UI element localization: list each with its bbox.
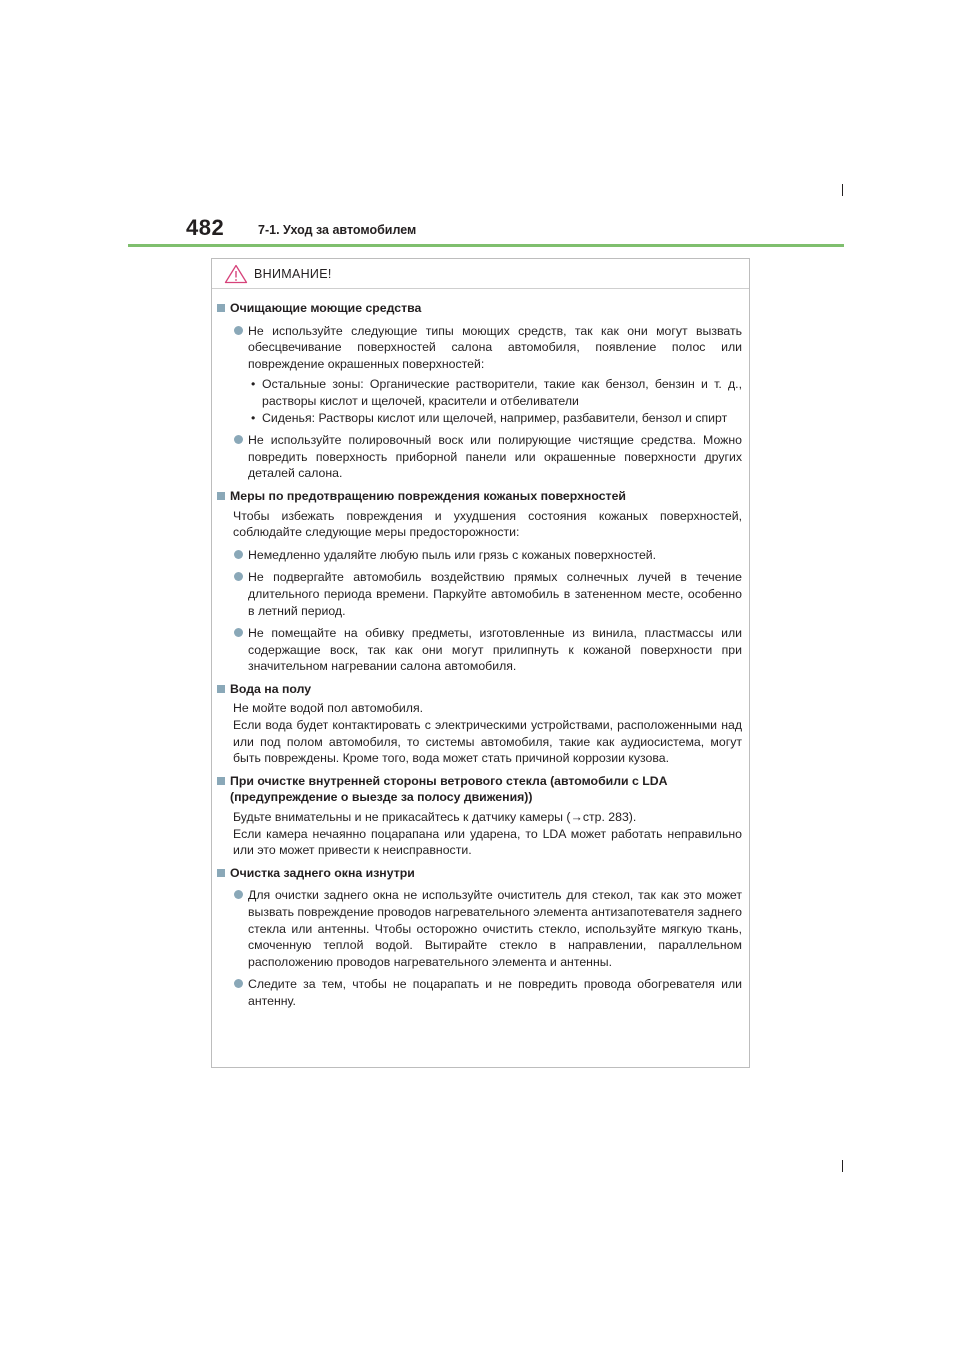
list-item: Не помещайте на обивку предметы, изготовленные из винила, пластмассы или содержащие воск, так как они могут прилипнуть к кожаной поверхности при значительном нагревании салона автомобиля. [217,625,742,675]
section-heading: При очистке внутренней стороны ветрового стекла (автомобили с LDA (предупреждение о выезде за полосу движения)) [217,773,742,806]
circle-bullet-icon [234,572,243,581]
square-bullet-icon [217,685,225,693]
list-item: Не используйте полировочный воск или полирующие чистящие средства. Можно повредить поверхность приборной панели или окрашенные поверхности других деталей салона. [217,432,742,482]
paragraph: Будьте внимательны и не прикасайтесь к датчику камеры (→стр. 283). Если камера нечаянно поцарапана или ударена, то LDA может работать неправильно или это может привести к неисправности. [233,810,742,858]
circle-bullet-icon [234,435,243,444]
list-item: Не подвергайте автомобиль воздействию прямых солнечных лучей в течение длительного периода времени. Паркуйте автомобиль в затененном месте, особенно в летний период. [217,569,742,619]
sub-list [217,376,742,426]
circle-bullet-icon [234,550,243,559]
square-bullet-icon [217,492,225,500]
circle-bullet-icon [234,628,243,637]
circle-bullet-icon [234,326,243,335]
square-bullet-icon [217,869,225,877]
list-item: Немедленно удаляйте любую пыль или грязь с кожаных поверхностей. [217,547,742,564]
sub-list-item: • Сиденья: Растворы кислот или щелочей, например, разбавители, бензол и спирт [251,410,728,425]
circle-bullet-icon [234,890,243,899]
caution-body [212,289,749,1010]
section-heading: Вода на полу [217,681,742,698]
list-item: Следите за тем, чтобы не поцарапать и не повредить провода обогревателя или антенну. [217,976,742,1009]
paragraph: Не мойте водой пол автомобиля. Если вода будет контактировать с электрическими устройствами, расположенными над или под полом автомобиля, то системы автомобиля, такие как аудиосистема, могут быть повреждены. Кроме того, вода может стать причиной коррозии кузова. [233,701,742,766]
section-title: 7-1. Уход за автомобилем [258,223,417,237]
caution-header [212,259,749,289]
square-bullet-icon [217,304,225,312]
square-bullet-icon [217,777,225,785]
crop-mark-bottom [842,1160,843,1172]
paragraph: Чтобы избежать повреждения и ухудшения состояния кожаных поверхностей, соблюдайте следующие меры предосторожности: [233,508,742,540]
section-heading: Очищающие моющие средства [217,300,742,317]
sub-list-item: • Остальные зоны: Органические растворители, такие как бензол, бензин и т. д., растворы кислот и щелочей, красители и отбеливатели [251,377,742,408]
caution-title: ВНИМАНИЕ! [254,266,332,281]
header-divider [128,244,844,247]
section-heading: Меры по предотвращению повреждения кожаных поверхностей [217,488,742,505]
list-item: Для очистки заднего окна не используйте очиститель для стекол, так как это может вызвать повреждение проводов нагревательного элемента антизапотевателя заднего стекла или антенны. Чтобы осторожно очистить стекло, используйте мягкую ткань, смоченную теплой водой. Вытирайте стекло в направлении, параллельном расположению проводов нагревательного элемента и антенны. [217,887,742,970]
crop-mark-top [842,184,843,196]
section-heading: Очистка заднего окна изнутри [217,865,742,882]
list-item: Не используйте следующие типы моющих средств, так как они могут вызвать обесцвечивание поверхностей салона автомобиля, появление полос или повреждение окрашенных поверхностей: [217,323,742,373]
page-number: 482 [186,215,225,240]
warning-triangle-icon [224,264,248,284]
caution-box [211,258,750,1068]
circle-bullet-icon [234,979,243,988]
